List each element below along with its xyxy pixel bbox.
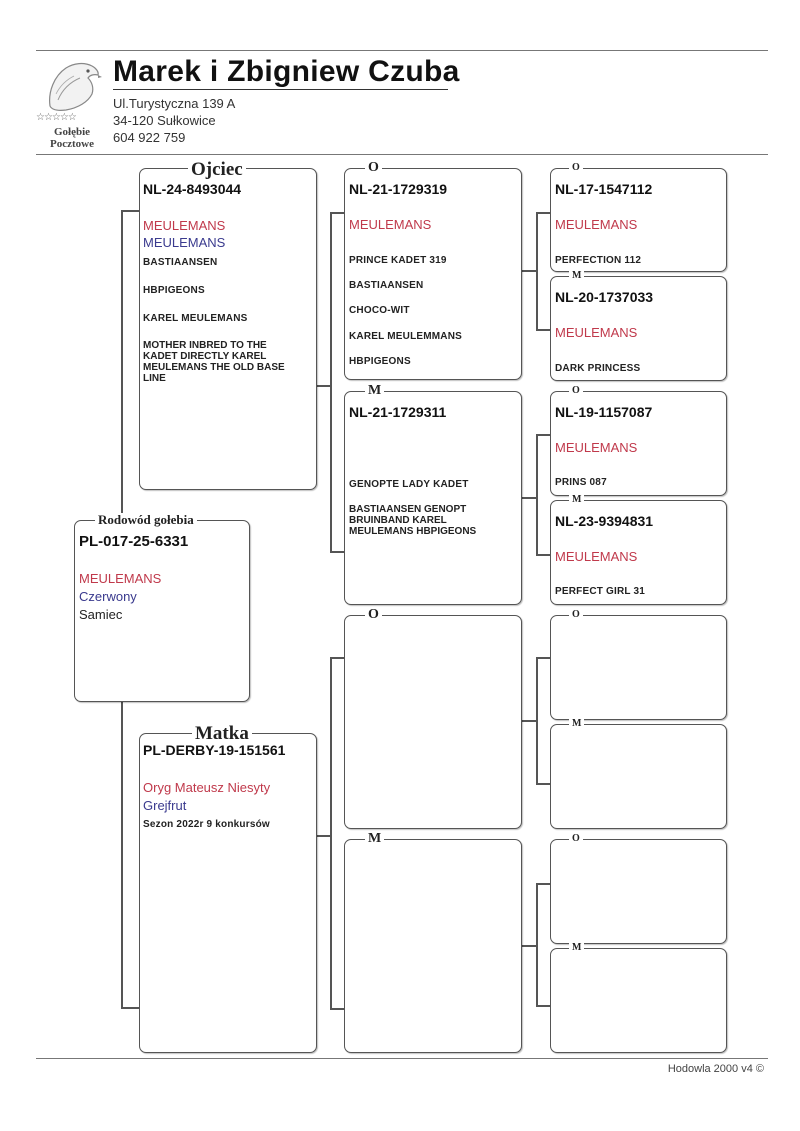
ggp-fmm-name: PERFECT GIRL 31 bbox=[555, 586, 646, 597]
father-line-1: BASTIAANSEN bbox=[143, 257, 218, 268]
paternal-grandfather-ring: NL-21-1729319 bbox=[349, 181, 448, 197]
mother-color: Grejfrut bbox=[143, 798, 187, 813]
maternal-grandfather-title: O bbox=[365, 608, 382, 622]
ggp-ffm-breed: MEULEMANS bbox=[555, 325, 638, 340]
connector-father-stub bbox=[121, 210, 139, 212]
logo bbox=[36, 56, 112, 152]
ggp-ffm-title: M bbox=[569, 271, 584, 281]
mother-note: Sezon 2022r 9 konkursów bbox=[143, 819, 270, 830]
connector-mf-bracket bbox=[536, 657, 538, 784]
address-line1: Ul.Turystyczna 139 A bbox=[113, 96, 236, 111]
paternal-grandmother-ring: NL-21-1729311 bbox=[349, 404, 447, 420]
ggp-fmf-title: O bbox=[569, 386, 583, 396]
paternal-grandfather-line-5: HBPIGEONS bbox=[349, 356, 411, 367]
owner-underline bbox=[113, 89, 448, 90]
logo-text-line1: Gołębie bbox=[53, 126, 91, 138]
father-card bbox=[139, 159, 317, 490]
logo-text-line2: Pocztowe bbox=[50, 138, 94, 150]
connector-mfm-stub bbox=[536, 783, 550, 785]
connector-mf-stub bbox=[330, 657, 344, 659]
paternal-grandfather-card bbox=[344, 160, 522, 380]
subject-card bbox=[74, 512, 250, 702]
header-rule bbox=[36, 154, 768, 155]
connector-mm-out bbox=[520, 945, 536, 947]
address-line2: 34-120 Sułkowice bbox=[113, 113, 216, 128]
connector-mmf-stub bbox=[536, 883, 550, 885]
mother-ring: PL-DERBY-19-151561 bbox=[143, 742, 286, 758]
father-breed1: MEULEMANS bbox=[143, 218, 226, 233]
paternal-grandfather-title: O bbox=[365, 161, 382, 175]
paternal-grandfather-line-4: KAREL MEULEMMANS bbox=[349, 331, 463, 342]
connector-mmm-stub bbox=[536, 1005, 550, 1007]
subject-color: Czerwony bbox=[79, 589, 137, 604]
maternal-grandfather-card bbox=[344, 607, 522, 829]
ggp-fmm-breed: MEULEMANS bbox=[555, 549, 638, 564]
logo-stars: ☆☆☆☆☆ bbox=[36, 112, 76, 123]
connector-ff-out bbox=[520, 270, 536, 272]
connector-mother-out bbox=[316, 835, 330, 837]
paternal-grandmother-card bbox=[344, 383, 522, 605]
ggp-mfm-card bbox=[550, 718, 727, 829]
connector-ff-stub bbox=[330, 212, 344, 214]
ggp-fmf-ring: NL-19-1157087 bbox=[555, 404, 653, 420]
ggp-fff-ring: NL-17-1547112 bbox=[555, 181, 653, 197]
connector-fm-bracket bbox=[536, 434, 538, 555]
ggp-fff-title: O bbox=[569, 163, 583, 173]
connector-fmm-stub bbox=[536, 554, 550, 556]
ggp-mmf-card bbox=[550, 833, 727, 944]
top-rule bbox=[36, 50, 768, 51]
paternal-grandfather-line-3: CHOCO-WIT bbox=[349, 305, 410, 316]
father-line-3: KAREL MEULEMANS bbox=[143, 313, 248, 324]
connector-father-bracket bbox=[330, 212, 332, 552]
subject-breed: MEULEMANS bbox=[79, 571, 162, 586]
connector-fmf-stub bbox=[536, 434, 550, 436]
ggp-ffm-ring: NL-20-1737033 bbox=[555, 289, 654, 305]
connector-fff-stub bbox=[536, 212, 550, 214]
subject-title: Rodowód gołebia bbox=[95, 513, 197, 526]
subject-ring: PL-017-25-6331 bbox=[79, 533, 189, 550]
connector-father-out bbox=[316, 385, 330, 387]
footer-rule bbox=[36, 1058, 768, 1059]
connector-fm-stub bbox=[330, 551, 344, 553]
mother-card bbox=[139, 723, 317, 1053]
maternal-grandmother-card bbox=[344, 831, 522, 1053]
connector-mother-stub bbox=[121, 1007, 139, 1009]
connector-mm-bracket bbox=[536, 883, 538, 1006]
connector-mm-stub bbox=[330, 1008, 344, 1010]
ggp-fff-breed: MEULEMANS bbox=[555, 217, 638, 232]
paternal-grandmother-title: M bbox=[365, 384, 384, 398]
ggp-fmm-title: M bbox=[569, 495, 584, 505]
footer-text: Hodowla 2000 v4 © bbox=[667, 1063, 764, 1075]
ggp-mmm-title: M bbox=[569, 943, 584, 953]
connector-fm-out bbox=[520, 497, 536, 499]
maternal-grandmother-title: M bbox=[365, 832, 384, 846]
ggp-fff-name: PERFECTION 112 bbox=[555, 255, 642, 266]
ggp-fmf-card bbox=[550, 385, 727, 496]
connector-mother-bracket bbox=[330, 657, 332, 1009]
paternal-grandmother-note: BASTIAANSEN GENOPT BRUINBAND KAREL MEULEMANS HBPIGEONS bbox=[349, 504, 477, 537]
subject-sex: Samiec bbox=[79, 607, 123, 622]
paternal-grandfather-line-2: BASTIAANSEN bbox=[349, 280, 424, 291]
ggp-mff-title: O bbox=[569, 610, 583, 620]
ggp-fmm-card bbox=[550, 494, 727, 605]
ggp-ffm-card bbox=[550, 270, 727, 381]
mother-breed: Oryg Mateusz Niesyty bbox=[143, 780, 271, 795]
connector-mff-stub bbox=[536, 657, 550, 659]
ggp-fmf-name: PRINS 087 bbox=[555, 477, 607, 488]
ggp-mff-card bbox=[550, 609, 727, 720]
paternal-grandfather-line-1: PRINCE KADET 319 bbox=[349, 255, 447, 266]
ggp-fff-card bbox=[550, 162, 727, 272]
father-note: MOTHER INBRED TO THE KADET DIRECTLY KAREL MEULEMANS THE OLD BASE LINE bbox=[143, 340, 285, 384]
ggp-mmf-title: O bbox=[569, 834, 583, 844]
connector-ff-bracket bbox=[536, 212, 538, 330]
ggp-fmm-ring: NL-23-9394831 bbox=[555, 513, 654, 529]
owner-name: Marek i Zbigniew Czuba bbox=[113, 55, 460, 88]
father-line-2: HBPIGEONS bbox=[143, 285, 205, 296]
ggp-mmm-card bbox=[550, 942, 727, 1053]
phone: 604 922 759 bbox=[113, 130, 186, 145]
mother-title: Matka bbox=[192, 724, 252, 743]
connector-subject-father bbox=[121, 210, 123, 515]
father-ring: NL-24-8493044 bbox=[143, 181, 242, 197]
connector-ffm-stub bbox=[536, 329, 550, 331]
ggp-ffm-name: DARK PRINCESS bbox=[555, 363, 641, 374]
father-title: Ojciec bbox=[188, 160, 246, 179]
ggp-fmf-breed: MEULEMANS bbox=[555, 440, 638, 455]
paternal-grandmother-name: GENOPTE LADY KADET bbox=[349, 479, 469, 490]
father-breed2: MEULEMANS bbox=[143, 235, 226, 250]
paternal-grandfather-breed: MEULEMANS bbox=[349, 217, 432, 232]
connector-subject-mother bbox=[121, 700, 123, 1008]
pigeon-logo-icon bbox=[44, 56, 102, 112]
connector-mf-out bbox=[520, 720, 536, 722]
ggp-mfm-title: M bbox=[569, 719, 584, 729]
